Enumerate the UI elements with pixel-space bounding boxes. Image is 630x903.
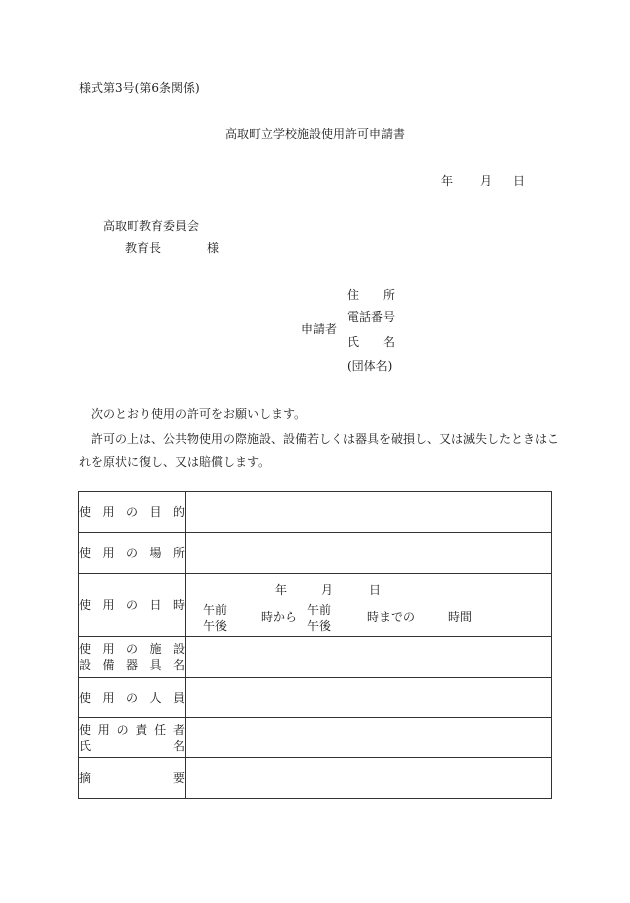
application-table: [78, 491, 552, 799]
field-purpose[interactable]: [186, 492, 552, 533]
table-row: [79, 637, 552, 678]
field-datetime[interactable]: [186, 574, 552, 637]
table-row: [79, 492, 552, 533]
body-paragraph-2-cont: れを原状に復し、又は賠償します。: [79, 455, 271, 469]
applicant-address-label: 住 所: [347, 288, 396, 302]
applicant-name-label: 氏 名: [347, 335, 396, 349]
applicant-group-label: (団体名): [347, 359, 393, 373]
label-purpose: 使用の目的: [79, 492, 186, 533]
date-month-label: 月: [480, 174, 493, 188]
field-responsible[interactable]: [186, 718, 552, 758]
field-facility[interactable]: [186, 637, 552, 678]
field-remarks[interactable]: [186, 758, 552, 799]
table-row: [79, 758, 552, 799]
label-responsible: 使用の責任者 氏名: [79, 718, 186, 758]
dt-am-pm-2: 午前 午後: [307, 603, 332, 633]
date-day-label: 日: [513, 174, 526, 188]
label-place: 使用の場所: [79, 533, 186, 574]
form-number: 様式第3号(第6条関係): [79, 81, 200, 95]
applicant-label: 申請者: [301, 322, 338, 336]
field-attendees[interactable]: [186, 678, 552, 718]
table-row: [79, 574, 552, 637]
table-row: [79, 533, 552, 574]
table-row: [79, 718, 552, 758]
document-title: 高取町立学校施設使用許可申請書: [224, 127, 405, 141]
label-facility: 使用の施設 設備器具名: [79, 637, 186, 678]
body-paragraph-1: 次のとおり使用の許可をお願いします。: [91, 407, 307, 421]
dt-am-pm-1: 午前 午後: [203, 603, 228, 633]
dt-from: 時から: [261, 610, 298, 624]
applicant-phone-label: 電話番号: [347, 310, 396, 324]
dt-day: 日: [369, 583, 382, 597]
dt-month: 月: [321, 583, 334, 597]
recipient-honorific: 様: [207, 241, 220, 255]
body-paragraph-2: 許可の上は、公共物使用の際施設、設備若しくは器具を破損し、又は滅失したときはこ: [91, 432, 560, 446]
label-datetime: 使用の日時: [79, 574, 186, 637]
recipient-title: 教育長: [125, 241, 162, 255]
label-attendees: 使用の人員: [79, 678, 186, 718]
dt-until: 時までの: [367, 610, 416, 624]
field-place[interactable]: [186, 533, 552, 574]
table-row: [79, 678, 552, 718]
dt-year: 年: [275, 583, 288, 597]
label-remarks: 摘要: [79, 758, 186, 799]
addressee: 高取町教育委員会: [103, 219, 200, 233]
dt-hours: 時間: [448, 610, 473, 624]
date-year-label: 年: [441, 174, 454, 188]
